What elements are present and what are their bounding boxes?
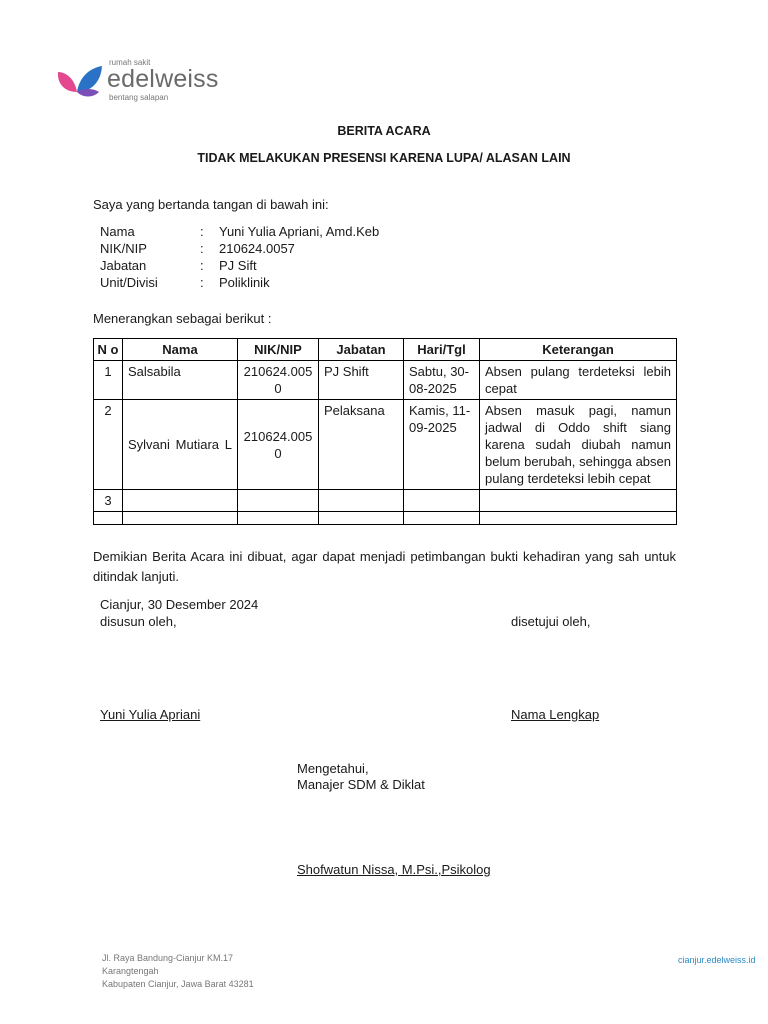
identity-colon: :	[200, 241, 204, 256]
approved-by-label: disetujui oleh,	[511, 614, 591, 629]
identity-label: Nama	[100, 224, 135, 239]
cell-nik: 210624.005 0	[238, 400, 319, 490]
cell-no: 2	[94, 400, 123, 490]
cell-keterangan: Absen masuk pagi, namun jadwal di Oddo shift siang karena sudah diubah namun belum berubah, sehingga absen pulang terdeteksi lebih cepat	[480, 400, 677, 490]
identity-row-jabatan	[100, 258, 379, 275]
header-nama: Nama	[123, 339, 238, 361]
prepared-by-label: disusun oleh,	[100, 614, 177, 629]
cell-empty	[123, 512, 238, 525]
cell-tgl: Kamis, 11-09-2025	[404, 400, 480, 490]
intro-text: Saya yang bertanda tangan di bawah ini:	[93, 197, 329, 212]
identity-row-nik	[100, 241, 379, 258]
footer-address	[102, 952, 254, 991]
cell-nama: Sylvani Mutiara L	[123, 400, 238, 490]
cell-empty	[404, 512, 480, 525]
address-line: Karangtengah	[102, 966, 159, 976]
identity-value: Yuni Yulia Apriani, Amd.Keb	[219, 224, 380, 239]
logo-small-text: rumah sakit	[109, 58, 151, 67]
cell-nik	[238, 490, 319, 512]
table-row-empty	[94, 512, 677, 525]
identity-block	[100, 224, 379, 292]
cell-tgl	[404, 490, 480, 512]
cell-keterangan	[480, 490, 677, 512]
table-row	[94, 490, 677, 512]
address-line: Kabupaten Cianjur, Jawa Barat 43281	[102, 979, 254, 989]
document-title: BERITA ACARA	[337, 124, 431, 138]
cell-jabatan: PJ Shift	[319, 361, 404, 400]
identity-value: Poliklinik	[219, 275, 270, 290]
cell-empty	[480, 512, 677, 525]
cell-empty	[319, 512, 404, 525]
cell-no: 3	[94, 490, 123, 512]
cell-nama: Salsabila	[123, 361, 238, 400]
header-jabatan: Jabatan	[319, 339, 404, 361]
cell-nama	[123, 490, 238, 512]
identity-label: Unit/Divisi	[100, 275, 158, 290]
attendance-table	[93, 338, 677, 525]
identity-label: NIK/NIP	[100, 241, 147, 256]
logo-tagline: bentang salapan	[109, 93, 169, 102]
closing-paragraph: Demikian Berita Acara ini dibuat, agar dapat menjadi petimbangan bukti kehadiran yang sah untuk ditindak lanjuti.	[93, 549, 676, 584]
header-no: N o	[94, 339, 123, 361]
logo-brand: edelweiss	[107, 65, 219, 93]
identity-row-unit	[100, 275, 379, 292]
identity-colon: :	[200, 258, 204, 273]
acknowledged-label: Mengetahui,	[297, 761, 369, 776]
identity-colon: :	[200, 224, 204, 239]
cell-jabatan	[319, 490, 404, 512]
table-row	[94, 400, 677, 490]
table-row	[94, 361, 677, 400]
document-subtitle: TIDAK MELAKUKAN PRESENSI KARENA LUPA/ ALASAN LAIN	[197, 151, 571, 165]
cell-jabatan: Pelaksana	[319, 400, 404, 490]
identity-value: 210624.0057	[219, 241, 295, 256]
header-nik: NIK/NIP	[238, 339, 319, 361]
cell-empty	[94, 512, 123, 525]
cell-keterangan: Absen pulang terdeteksi lebih cepat	[480, 361, 677, 400]
identity-colon: :	[200, 275, 204, 290]
address-line: Jl. Raya Bandung-Cianjur KM.17	[102, 953, 234, 963]
header-tgl: Hari/Tgl	[404, 339, 480, 361]
header-keterangan: Keterangan	[480, 339, 677, 361]
butterfly-logo-icon	[55, 62, 103, 102]
explain-text: Menerangkan sebagai berikut :	[93, 311, 272, 326]
cell-tgl: Sabtu, 30-08-2025	[404, 361, 480, 400]
place-date: Cianjur, 30 Desember 2024	[100, 597, 259, 612]
hospital-logo	[55, 58, 225, 106]
cell-no: 1	[94, 361, 123, 400]
acknowledger-name: Shofwatun Nissa, M.Psi.,Psikolog	[297, 862, 491, 877]
cell-nik: 210624.005 0	[238, 361, 319, 400]
preparer-name: Yuni Yulia Apriani	[100, 707, 201, 722]
identity-value: PJ Sift	[219, 258, 257, 273]
cell-empty	[238, 512, 319, 525]
website-link[interactable]: cianjur.edelweiss.id	[678, 955, 756, 965]
identity-label: Jabatan	[100, 258, 147, 273]
approver-name: Nama Lengkap	[511, 707, 600, 722]
identity-row-name	[100, 224, 379, 241]
acknowledger-role: Manajer SDM & Diklat	[297, 777, 425, 792]
table-header-row	[94, 339, 677, 361]
